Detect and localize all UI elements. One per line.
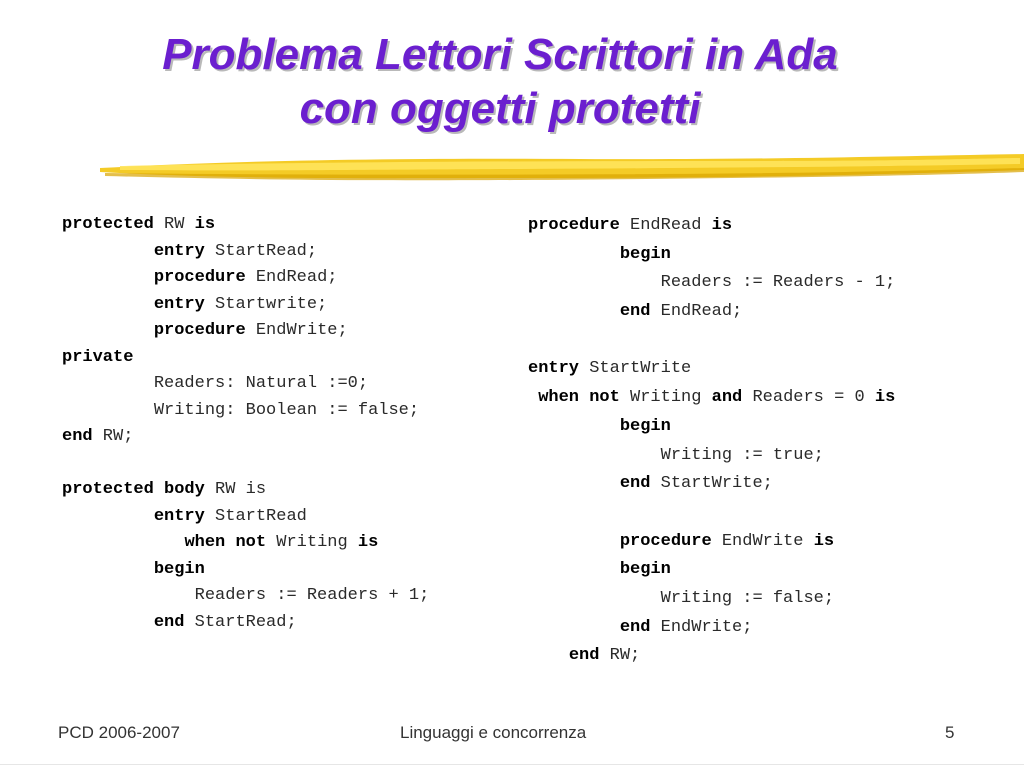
code-line bbox=[528, 560, 895, 589]
code-line bbox=[62, 533, 429, 560]
code-keyword: procedure bbox=[153, 268, 246, 287]
code-text bbox=[528, 560, 620, 579]
code-keyword: is bbox=[874, 388, 896, 408]
code-text: Readers := Readers + 1; bbox=[62, 586, 430, 605]
code-line bbox=[62, 242, 429, 269]
code-keyword: end bbox=[568, 646, 600, 666]
code-text: Readers = 0 bbox=[742, 388, 875, 408]
code-line bbox=[62, 401, 429, 428]
bottom-divider bbox=[0, 764, 1024, 765]
code-keyword: end bbox=[619, 474, 651, 494]
code-text bbox=[528, 532, 620, 551]
code-text bbox=[62, 533, 184, 552]
code-keyword: end bbox=[619, 617, 651, 637]
code-line bbox=[528, 331, 895, 360]
code-line bbox=[62, 480, 429, 507]
slide-title bbox=[0, 28, 1000, 136]
code-text bbox=[528, 388, 538, 407]
code-line bbox=[528, 474, 895, 503]
code-keyword: procedure bbox=[153, 321, 246, 340]
code-keyword: when not bbox=[538, 388, 620, 408]
code-text: EndWrite bbox=[711, 531, 814, 551]
code-block-right bbox=[528, 216, 895, 675]
code-text bbox=[528, 646, 569, 665]
code-text: Startwrite; bbox=[204, 294, 328, 314]
code-text bbox=[62, 560, 154, 579]
code-text: EndRead bbox=[619, 216, 712, 235]
code-line bbox=[62, 586, 429, 613]
code-line bbox=[528, 446, 895, 475]
code-text: Writing: Boolean := false; bbox=[62, 400, 420, 420]
code-keyword: private bbox=[62, 347, 134, 367]
code-keyword: begin bbox=[619, 244, 671, 264]
code-text: StartRead bbox=[204, 506, 307, 526]
code-text: RW is bbox=[204, 480, 267, 499]
code-text: StartRead; bbox=[204, 241, 318, 261]
slide-title-line-1: Problema Lettori Scrittori in Ada bbox=[162, 30, 838, 79]
code-keyword: end bbox=[153, 612, 185, 632]
code-line bbox=[528, 216, 895, 245]
code-text: StartWrite bbox=[579, 359, 692, 379]
code-line bbox=[62, 613, 429, 640]
code-line bbox=[62, 560, 429, 587]
code-keyword: end bbox=[62, 427, 93, 446]
code-line bbox=[62, 321, 429, 348]
code-keyword: entry bbox=[153, 506, 205, 526]
code-line bbox=[62, 454, 429, 481]
code-text bbox=[62, 268, 154, 287]
footer-page-number: 5 bbox=[945, 723, 955, 742]
code-text bbox=[528, 417, 620, 436]
code-line bbox=[62, 268, 429, 295]
code-text: EndWrite; bbox=[245, 321, 348, 340]
code-text: RW; bbox=[599, 646, 641, 666]
footer-course: PCD 2006-2007 bbox=[58, 723, 180, 742]
code-text bbox=[62, 295, 154, 314]
code-text bbox=[528, 245, 620, 264]
code-line bbox=[62, 295, 429, 322]
code-text: RW; bbox=[92, 427, 134, 446]
code-line bbox=[528, 302, 895, 331]
code-keyword: entry bbox=[153, 294, 205, 314]
code-text: Readers: Natural :=0; bbox=[62, 374, 369, 393]
code-block-left bbox=[62, 215, 429, 639]
code-line bbox=[528, 273, 895, 302]
code-text: Writing bbox=[266, 533, 358, 552]
code-text: EndRead; bbox=[650, 302, 743, 322]
code-text: RW bbox=[153, 215, 195, 234]
code-text: StartWrite; bbox=[650, 474, 773, 494]
code-keyword: entry bbox=[153, 241, 205, 261]
code-text: Readers := Readers - 1; bbox=[528, 273, 896, 293]
code-line bbox=[62, 374, 429, 401]
code-text: Writing := true; bbox=[528, 445, 824, 465]
code-text bbox=[62, 321, 154, 340]
code-line bbox=[528, 618, 895, 647]
code-keyword: entry bbox=[528, 359, 580, 379]
code-text: EndWrite; bbox=[650, 617, 753, 637]
code-keyword: begin bbox=[153, 559, 205, 579]
code-line bbox=[528, 503, 895, 532]
code-text bbox=[528, 302, 620, 321]
highlighter-underline bbox=[100, 148, 1024, 188]
code-keyword: is bbox=[357, 533, 379, 552]
code-text bbox=[62, 507, 154, 526]
code-text bbox=[528, 618, 620, 637]
code-text: Writing bbox=[619, 388, 712, 408]
code-line bbox=[62, 427, 429, 454]
code-keyword: procedure bbox=[528, 216, 620, 235]
code-text: Writing := false; bbox=[528, 588, 835, 608]
code-keyword: begin bbox=[619, 560, 671, 580]
code-text: EndRead; bbox=[245, 268, 338, 287]
code-line bbox=[528, 388, 895, 417]
code-keyword: end bbox=[619, 302, 651, 322]
code-keyword: and bbox=[711, 388, 743, 408]
slide-title-line-2: con oggetti protetti bbox=[299, 84, 701, 133]
code-line bbox=[62, 348, 429, 375]
code-keyword: procedure bbox=[619, 531, 712, 551]
code-line bbox=[528, 245, 895, 274]
code-keyword: begin bbox=[619, 416, 671, 436]
code-line bbox=[528, 417, 895, 446]
code-keyword: protected bbox=[62, 215, 154, 234]
code-line bbox=[528, 359, 895, 388]
code-keyword: is bbox=[813, 531, 835, 551]
code-line bbox=[528, 646, 895, 675]
code-line bbox=[62, 507, 429, 534]
code-keyword: is bbox=[194, 215, 216, 234]
code-keyword: protected body bbox=[62, 480, 205, 499]
code-line bbox=[62, 215, 429, 242]
code-text: StartRead; bbox=[184, 612, 297, 632]
code-keyword: is bbox=[711, 216, 733, 235]
code-text bbox=[62, 613, 154, 632]
code-text bbox=[528, 474, 620, 493]
code-line bbox=[528, 532, 895, 561]
code-line bbox=[528, 589, 895, 618]
footer-subject: Linguaggi e concorrenza bbox=[400, 723, 587, 742]
code-keyword: when not bbox=[184, 533, 267, 552]
code-text bbox=[62, 242, 154, 261]
